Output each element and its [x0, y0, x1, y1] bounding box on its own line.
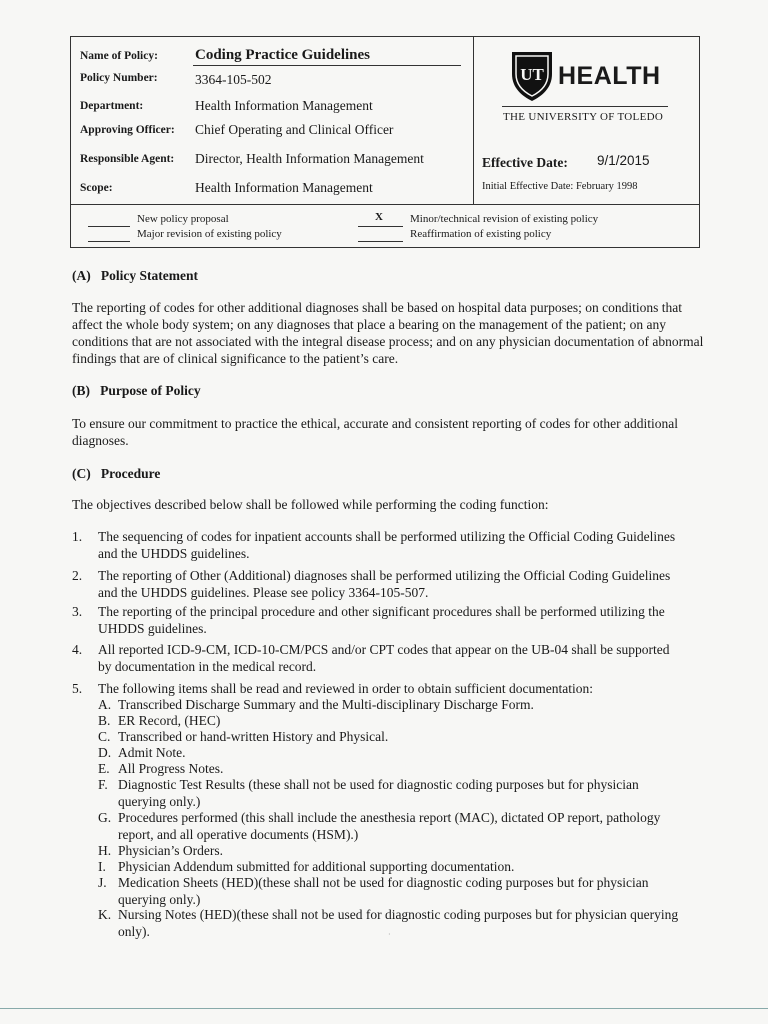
documentation-item-text: Procedures performed (this shall include the anesthesia report (MAC), dictated OP report, pathology	[118, 810, 661, 825]
page-bottom-rule	[0, 1008, 768, 1009]
university-name: THE UNIVERSITY OF TOLEDO	[503, 111, 664, 123]
procedure-item-text: by documentation in the medical record.	[98, 658, 317, 674]
documentation-item-letter: I.	[98, 859, 106, 874]
procedure-item-text: All reported ICD-9-CM, ICD-10-CM/PCS and/or CPT codes that appear on the UB-04 shall be supported	[98, 642, 670, 657]
header-divider-vertical	[473, 36, 474, 205]
documentation-item-text: Diagnostic Test Results (these shall not be used for diagnostic coding purposes but for physician	[118, 777, 639, 792]
reaffirmation-blank	[358, 241, 403, 242]
ut-shield-logo-icon	[510, 48, 554, 102]
documentation-item-text: Physician’s Orders.	[118, 843, 223, 858]
new-policy-label: New policy proposal	[137, 213, 229, 225]
minor-revision-label: Minor/technical revision of existing policy	[410, 213, 599, 225]
procedure-item-number: 1.	[72, 529, 83, 544]
scope-value: Health Information Management	[195, 180, 373, 195]
responsible-agent-value: Director, Health Information Management	[195, 151, 424, 166]
policy-name-value: Coding Practice Guidelines	[195, 47, 370, 63]
documentation-item-letter: C.	[98, 729, 111, 744]
documentation-item-text: querying only.)	[118, 891, 201, 907]
documentation-item-letter: F.	[98, 777, 108, 792]
documentation-item-text: only).	[118, 923, 150, 939]
new-policy-blank	[88, 226, 130, 227]
responsible-agent-label: Responsible Agent:	[80, 153, 175, 165]
logo-health-text: HEALTH	[558, 62, 661, 90]
policy-name-underline	[193, 65, 461, 66]
documentation-item-text: report, and all operative documents (HSM).)	[118, 826, 359, 842]
documentation-item-letter: D.	[98, 745, 112, 760]
section-a-heading: (A) Policy Statement	[72, 268, 198, 283]
procedure-item-text: and the UHDDS guidelines.	[98, 545, 250, 561]
minor-revision-mark: X	[375, 211, 383, 223]
section-a-body: The reporting of codes for other additional diagnoses shall be based on hospital data purposes; on conditions that affect the whole body system; on any diagnoses that place a bearing on the management of the patient; on any conditions that are not associated with the integral disease process; and on any physician documentation of abnormal findings that are of clinical significance to the patient’s care.	[72, 300, 704, 366]
logo-mark-text: UT	[520, 65, 544, 84]
minor-revision-blank	[358, 226, 403, 227]
effective-date-label: Effective Date:	[482, 155, 568, 170]
policy-name-label: Name of Policy:	[80, 50, 158, 62]
policy-number-label: Policy Number:	[80, 72, 158, 84]
scope-label: Scope:	[80, 182, 113, 194]
procedure-item-text: and the UHDDS guidelines. Please see policy 3364-105-507.	[98, 584, 429, 600]
documentation-item-letter: E.	[98, 761, 110, 776]
department-value: Health Information Management	[195, 98, 373, 113]
documentation-item-text: querying only.)	[118, 793, 201, 809]
procedure-item-text: The reporting of the principal procedure and other significant procedures shall be performed utilizing the	[98, 604, 665, 619]
documentation-item-text: Nursing Notes (HED)(these shall not be used for diagnostic coding purposes but for physician querying	[118, 907, 679, 922]
documentation-item-text: All Progress Notes.	[118, 761, 224, 776]
section-b-heading: (B) Purpose of Policy	[72, 383, 201, 398]
procedure-item-number: 4.	[72, 642, 83, 657]
procedure-item-text: The sequencing of codes for inpatient accounts shall be performed utilizing the Official Coding Guidelines	[98, 529, 676, 544]
procedure-item-number: 5.	[72, 681, 83, 696]
approving-officer-value: Chief Operating and Clinical Officer	[195, 122, 394, 137]
section-b-body: To ensure our commitment to practice the ethical, accurate and consistent reporting of codes for other additional diagnoses.	[72, 416, 678, 448]
initial-effective-date: Initial Effective Date: February 1998	[482, 181, 638, 192]
scan-speck: ·	[388, 930, 391, 939]
header-divider-horizontal	[70, 204, 700, 205]
procedure-item-text: UHDDS guidelines.	[98, 620, 207, 636]
major-revision-label: Major revision of existing policy	[137, 228, 282, 240]
department-label: Department:	[80, 100, 144, 112]
documentation-item-letter: B.	[98, 713, 111, 728]
reaffirmation-label: Reaffirmation of existing policy	[410, 228, 552, 240]
documentation-item-letter: G.	[98, 810, 112, 825]
documentation-item-letter: H.	[98, 843, 112, 858]
documentation-item-text: ER Record, (HEC)	[118, 713, 221, 728]
procedure-item-text: The reporting of Other (Additional) diagnoses shall be performed utilizing the Official Coding Guidelines	[98, 568, 671, 583]
procedure-intro: The objectives described below shall be followed while performing the coding function:	[72, 497, 549, 512]
approving-officer-label: Approving Officer:	[80, 124, 175, 136]
procedure-item-number: 2.	[72, 568, 83, 583]
documentation-item-letter: K.	[98, 907, 112, 922]
documentation-item-text: Medication Sheets (HED)(these shall not be used for diagnostic coding purposes but for physician	[118, 875, 649, 890]
effective-date-value: 9/1/2015	[597, 153, 650, 168]
policy-number-value: 3364-105-502	[195, 72, 272, 87]
documentation-item-letter: J.	[98, 875, 107, 890]
procedure-item-number: 3.	[72, 604, 83, 619]
documentation-item-text: Physician Addendum submitted for additional supporting documentation.	[118, 859, 515, 874]
logo-rule	[502, 106, 668, 107]
section-c-heading: (C) Procedure	[72, 466, 161, 481]
procedure-item-text: The following items shall be read and reviewed in order to obtain sufficient documentation:	[98, 681, 593, 696]
documentation-item-text: Transcribed or hand-written History and Physical.	[118, 729, 389, 744]
major-revision-blank	[88, 241, 130, 242]
documentation-item-text: Admit Note.	[118, 745, 186, 760]
documentation-item-letter: A.	[98, 697, 112, 712]
documentation-item-text: Transcribed Discharge Summary and the Multi-disciplinary Discharge Form.	[118, 697, 534, 712]
